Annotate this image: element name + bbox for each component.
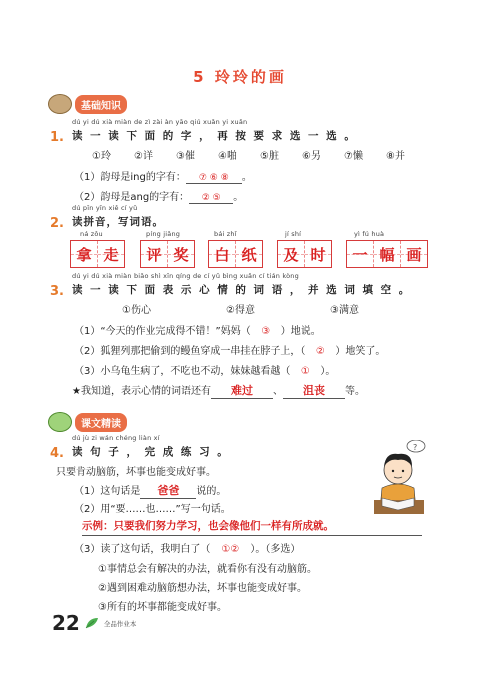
q3-number: 3. xyxy=(50,284,64,299)
word-grid-2: 评 奖 xyxy=(140,240,195,268)
section-header-basic xyxy=(48,94,127,114)
q1-instruction: 读 一 读 下 面 的 字 ， 再 按 要 求 选 一 选 。 xyxy=(72,130,357,142)
q1-line2: （2）韵母是ang的字有： ② ⑤ 。 xyxy=(74,192,244,203)
section-header-reading xyxy=(48,412,127,432)
answer-field: 爸爸 xyxy=(140,482,196,499)
page-title: 5 玲玲的画 xyxy=(193,68,287,86)
char-option: ③催 xyxy=(176,151,195,162)
q3-option: ③满意 xyxy=(330,305,359,316)
footer xyxy=(52,611,136,635)
q2-pinyin: dú pīn yīn xiě cí yǔ xyxy=(72,204,138,212)
page-number: 22 xyxy=(52,611,80,635)
q3-pinyin: dú yi dú xià miàn biǎo shì xīn qíng de cí yǔ bìng xuǎn cí tián kòng xyxy=(72,272,299,280)
q3-instruction: 读 一 读 下 面 表 示 心 情 的 词 语 ， 并 选 词 填 空 。 xyxy=(72,284,412,296)
q3-s1: （1）“今天的作业完成得不错！”妈妈（ ③ ）地说。 xyxy=(74,326,321,337)
q3-option: ①伤心 xyxy=(122,305,151,316)
q2-instruction: 读拼音，写词语。 xyxy=(72,216,164,228)
answer-field: 沮丧 xyxy=(283,382,345,399)
q2-number: 2. xyxy=(50,216,64,231)
q4-option: ①事情总会有解决的办法，就看你有没有动脑筋。 xyxy=(98,564,317,575)
q4-option: ③所有的坏事都能变成好事。 xyxy=(98,602,227,613)
char-option: ⑥另 xyxy=(302,151,321,162)
q3-option: ②得意 xyxy=(226,305,255,316)
section-badge: 基础知识 xyxy=(75,95,127,114)
word-pinyin: píng jiǎng xyxy=(146,230,181,238)
q1-char-list xyxy=(92,147,416,162)
char-option: ④啪 xyxy=(218,151,237,162)
q4-instruction: 读 句 子 ， 完 成 练 习 。 xyxy=(72,446,230,458)
q4-s1: （1）这句话是 爸爸 说的。 xyxy=(74,484,227,497)
q3-s3: （3）小乌龟生病了，不吃也不动，妹妹越看越（ ① ）。 xyxy=(74,366,336,377)
q4-s2: （2）用“要……也……”写一句话。 xyxy=(74,504,231,515)
boy-reading-icon xyxy=(368,440,438,518)
q3-s2: （2）狐狸列那把偷到的鳗鱼穿成一串挂在脖子上，（ ② ）地笑了。 xyxy=(74,346,386,357)
word-pinyin: ná zǒu xyxy=(80,230,103,238)
q1-pinyin: dú yi dú xià miàn de zì zài àn yāo qiú xuǎn yi xuǎn xyxy=(72,118,248,126)
bear-icon xyxy=(48,94,72,114)
q4-s3: （3）读了这句话，我明白了（ ①② ）。（多选） xyxy=(74,544,301,555)
q4-pinyin: dú jù zi wán chéng liàn xí xyxy=(72,434,160,442)
q3-s4: ★我知道，表示心情的词语还有 难过 、 沮丧 等。 xyxy=(72,384,365,397)
q4-number: 4. xyxy=(50,446,64,461)
leaf-icon xyxy=(48,412,72,432)
word-grid-1: 拿 走 xyxy=(70,240,125,268)
q1-number: 1. xyxy=(50,130,64,145)
leaf-logo-icon xyxy=(84,616,100,630)
q1-line1: （1）韵母是ing的字有： ⑦ ⑥ ⑧ 。 xyxy=(74,172,252,183)
section-badge: 课文精读 xyxy=(75,413,127,432)
word-grid-4: 及 时 xyxy=(277,240,332,268)
q4-option: ②遇到困难动脑筋想办法，坏事也能变成好事。 xyxy=(98,583,307,594)
char-option: ②详 xyxy=(134,151,153,162)
char-option: ⑤脏 xyxy=(260,151,279,162)
word-grid-3: 白 纸 xyxy=(208,240,263,268)
char-option: ⑦懒 xyxy=(344,151,363,162)
char-option: ①玲 xyxy=(92,151,111,162)
q4-s2-answer: 示例：只要我们努力学习，也会像他们一样有所成就。 xyxy=(82,518,422,536)
word-grid-5: 一 幅 画 xyxy=(346,240,428,268)
char-option: ⑧并 xyxy=(386,151,405,162)
word-pinyin: jí shí xyxy=(285,230,302,238)
word-pinyin: yì fú huà xyxy=(354,230,385,238)
footer-text: 全品作业本 xyxy=(103,619,137,628)
answer-field: ⑦ ⑥ ⑧ xyxy=(186,173,242,184)
answer-field: 难过 xyxy=(211,382,273,399)
word-pinyin: bái zhǐ xyxy=(214,230,237,238)
answer-field: ② ⑤ xyxy=(189,193,233,204)
svg-text:?: ? xyxy=(413,443,418,452)
q4-sentence: 只要肯动脑筋，坏事也能变成好事。 xyxy=(56,467,216,478)
